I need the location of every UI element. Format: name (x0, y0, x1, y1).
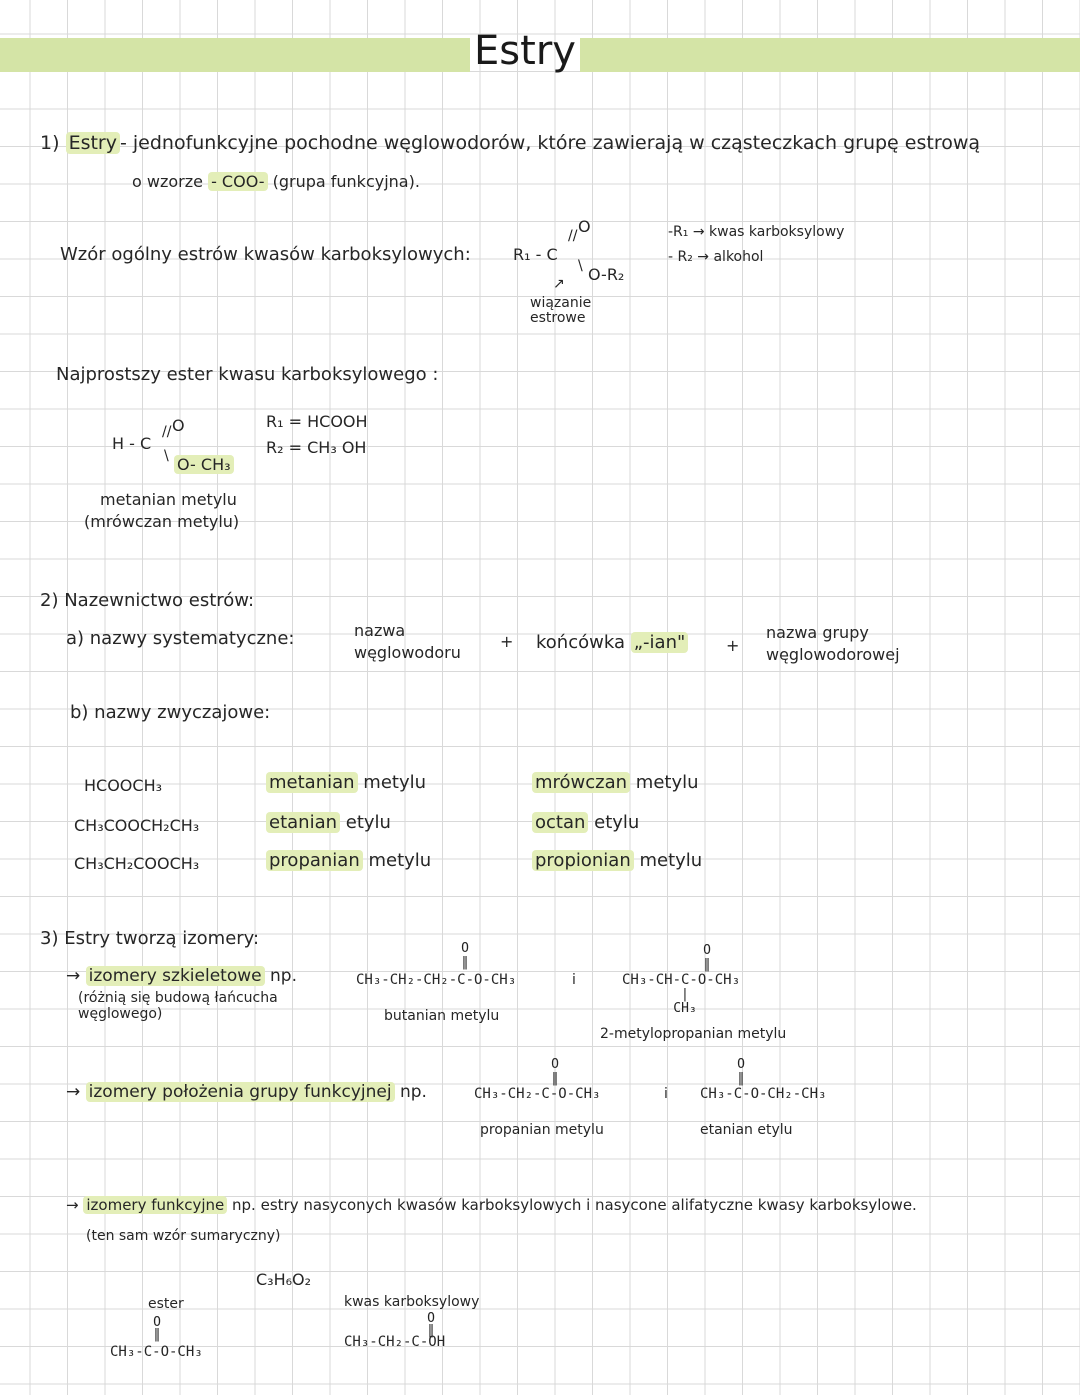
acid-label: kwas karboksylowy (344, 1294, 480, 1310)
simplest-hc: H - C (112, 434, 152, 453)
ester-bond-label: wiązanie estrowe (530, 295, 592, 326)
row-3-systematic-stem: propanian (266, 850, 363, 871)
skeletal-f1: CH₃-CH₂-CH₂-C-O-CH₃ (356, 972, 517, 988)
position-f2-double-bond: ‖ (737, 1071, 745, 1086)
simplest-och3 (174, 455, 234, 474)
functional-isomers-text: np. estry nasyconych kwasów karboksylowych i nasycone alifatyczne kwasy karboksylowe. (232, 1196, 917, 1214)
row-3-common-stem: propionian (532, 850, 634, 871)
section-1-number: 1) (40, 132, 60, 154)
skeletal-np: np. (270, 966, 297, 986)
section-3-heading (40, 928, 259, 949)
section-1-line-1 (40, 132, 980, 154)
ester-label: ester (148, 1296, 184, 1312)
position-f2-name: etanian etylu (700, 1122, 793, 1138)
systematic-label: a) nazwy systematyczne: (66, 628, 295, 649)
row-3-formula: CH₃CH₂COOCH₃ (74, 854, 200, 873)
section-2-number: 2) (40, 590, 59, 611)
general-formula-r1: R₁ - C (513, 245, 558, 264)
functional-isomers-label: izomery funkcyjne (83, 1196, 227, 1214)
title-bar-right (580, 38, 1080, 72)
skeletal-f1-carbonyl-o: O (461, 941, 469, 956)
row-1-common-group: metylu (635, 772, 699, 793)
arrow-icon: → (66, 966, 81, 986)
row-2-systematic (266, 812, 391, 833)
simplest-r2: R₂ = CH₃ OH (266, 438, 367, 457)
acid-formula: CH₃-CH₂-C-OH (344, 1334, 446, 1350)
general-formula-o-top: O (578, 217, 591, 236)
row-2-formula: CH₃COOCH₂CH₃ (74, 816, 200, 835)
general-formula-o-r2: O-R₂ (588, 265, 625, 284)
section-2-heading (40, 590, 254, 611)
simplest-name-alt: (mrówczan metylu) (84, 512, 240, 531)
ester-double-bond: ‖ (153, 1327, 161, 1342)
skeletal-f2-double-bond: ‖ (703, 957, 711, 972)
title-bar-left (0, 38, 470, 72)
row-2-systematic-stem: etanian (266, 812, 340, 833)
general-formula-label: Wzór ogólny estrów kwasów karboksylowych: (60, 244, 471, 265)
plus-2: + (726, 636, 740, 655)
row-2-common-stem: octan (532, 812, 588, 833)
skeletal-f1-name: butanian metylu (384, 1008, 500, 1024)
simplest-single-bond: \ (164, 448, 169, 464)
skeletal-f2-name: 2-metylopropanian metylu (600, 1026, 787, 1042)
row-1-formula: HCOOCH₃ (84, 776, 163, 795)
skeletal-i: i (572, 972, 576, 988)
row-3-common-group: metylu (639, 850, 703, 871)
part-hydrocarbon-name: nazwa węglowodoru (354, 621, 461, 662)
common-names-label: b) nazwy zwyczajowe: (70, 702, 271, 723)
row-3-systematic-group: metylu (368, 850, 432, 871)
row-2-common (532, 812, 639, 833)
position-f1: CH₃-CH₂-C-O-CH₃ (474, 1086, 601, 1102)
position-f2: CH₃-C-O-CH₂-CH₃ (700, 1086, 827, 1102)
part-ending (536, 632, 688, 653)
plus-1: + (500, 632, 514, 651)
arrow-icon: → (66, 1196, 79, 1214)
section-1-definition: - jednofunkcyjne pochodne węglowodorów, które zawierają w cząsteczkach grupę estrową (119, 132, 981, 154)
methoxy-highlight: O- CH₃ (174, 455, 234, 474)
section-1-line-2 (132, 172, 420, 191)
note-r2: - R₂ → alkohol (668, 249, 764, 265)
ester-carbonyl-o: O (153, 1315, 161, 1330)
page-title: Estry (474, 28, 576, 74)
position-i: i (664, 1086, 668, 1102)
position-f1-double-bond: ‖ (551, 1071, 559, 1086)
position-isomers-line (66, 1082, 427, 1102)
ian-ending-highlight: „-ian" (631, 632, 689, 653)
skeletal-f2: CH₃-CH-C-O-CH₃ (622, 972, 741, 988)
row-3-common (532, 850, 702, 871)
bond-arrow-icon: ↗ (553, 276, 565, 292)
skeletal-f2-branch-bond: | (682, 987, 688, 1002)
functional-note: (ten sam wzór sumaryczny) (86, 1228, 281, 1244)
row-1-systematic (266, 772, 426, 793)
ending-label: końcówka (536, 632, 625, 653)
general-formula-single-bond: \ (578, 258, 583, 274)
row-2-systematic-group: etylu (345, 812, 391, 833)
summary-formula: C₃H₆O₂ (256, 1270, 312, 1289)
section-2-title: Nazewnictwo estrów: (64, 590, 255, 611)
row-3-systematic (266, 850, 431, 871)
row-1-systematic-group: metylu (363, 772, 427, 793)
row-1-common (532, 772, 699, 793)
simplest-double-bond: // (162, 424, 172, 440)
simplest-o-top: O (172, 416, 185, 435)
position-f1-name: propanian metylu (480, 1122, 604, 1138)
ester-group-highlight: - COO- (208, 172, 267, 191)
section-3-title: Estry tworzą izomery: (64, 928, 260, 949)
skeletal-isomers-label: izomery szkieletowe (86, 966, 265, 986)
arrow-icon: → (66, 1082, 81, 1102)
functional-isomers-line (66, 1196, 917, 1214)
position-isomers-label: izomery położenia grupy funkcyjnej (86, 1082, 395, 1102)
wzor-prefix: o wzorze (132, 172, 203, 191)
skeletal-f1-double-bond: ‖ (461, 955, 469, 970)
simplest-ester-label: Najprostszy ester kwasu karboksylowego : (56, 364, 439, 385)
row-2-common-group: etylu (594, 812, 640, 833)
wzor-suffix: (grupa funkcyjna). (272, 172, 420, 191)
section-1-term: Estry (66, 132, 120, 154)
general-formula-double-bond: // (568, 228, 578, 244)
acid-double-bond: ‖ (427, 1323, 435, 1338)
section-3-number: 3) (40, 928, 59, 949)
part-group-name: nazwa grupy węglowodorowej (766, 623, 900, 664)
skeletal-f2-carbonyl-o: O (703, 943, 711, 958)
skeletal-note: (różnią się budową łańcucha węglowego) (78, 990, 278, 1022)
acid-carbonyl-o: O (427, 1311, 435, 1326)
row-1-common-stem: mrówczan (532, 772, 630, 793)
simplest-name: metanian metylu (100, 490, 237, 509)
skeletal-f2-branch: CH₃ (673, 1001, 697, 1016)
position-np: np. (399, 1082, 427, 1102)
skeletal-isomers-line (66, 966, 297, 986)
position-f2-carbonyl-o: O (737, 1057, 745, 1072)
row-1-systematic-stem: metanian (266, 772, 358, 793)
position-f1-carbonyl-o: O (551, 1057, 559, 1072)
note-r1: -R₁ → kwas karboksylowy (668, 224, 845, 240)
simplest-r1: R₁ = HCOOH (266, 412, 368, 431)
ester-formula: CH₃-C-O-CH₃ (110, 1344, 203, 1360)
